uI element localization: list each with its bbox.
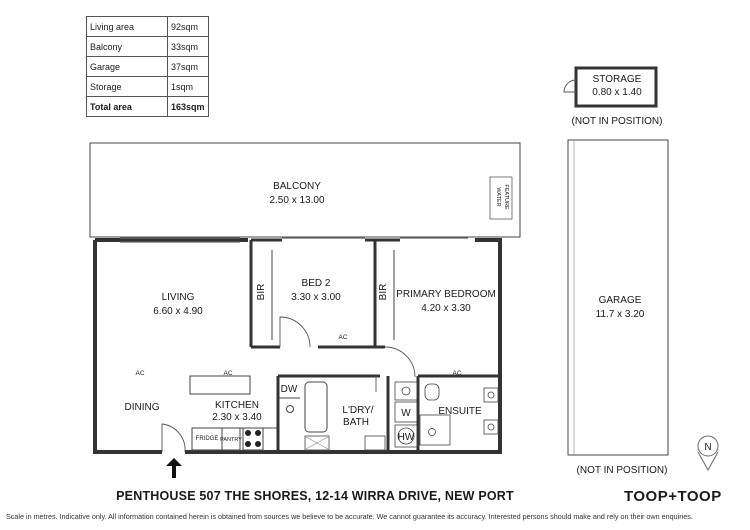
- ac-label-ensuite: AC: [452, 370, 462, 377]
- garage-note: (NOT IN POSITION): [576, 465, 668, 476]
- area-label: Balcony: [87, 37, 168, 57]
- kitchen-island: [190, 376, 250, 394]
- area-label: Garage: [87, 57, 168, 77]
- dining-name: DINING: [124, 402, 160, 413]
- area-label: Total area: [87, 97, 168, 117]
- water-feature-label-2: FEATURE: [503, 184, 509, 210]
- living-name: LIVING: [161, 292, 195, 303]
- kitchen-name: KITCHEN: [215, 400, 259, 411]
- living-dims: 6.60 x 4.90: [153, 306, 203, 317]
- storage-name: STORAGE: [592, 74, 642, 85]
- area-label: Storage: [87, 77, 168, 97]
- compass-label: N: [704, 442, 712, 453]
- area-value: 92sqm: [168, 17, 209, 37]
- exterior-walls: [95, 240, 500, 452]
- ac-label-living: AC: [135, 370, 145, 377]
- fridge-label: FRIDGE: [195, 436, 219, 442]
- interior-walls: [251, 240, 500, 452]
- laundry-name: L'DRY/: [342, 405, 374, 416]
- bed2-dims: 3.30 x 3.00: [291, 292, 341, 303]
- ac-label-kitchen: AC: [223, 370, 233, 377]
- bath-name: BATH: [343, 417, 369, 428]
- disclaimer-text: Scale in metres. Indicative only. All information contained herein is obtained from sources we believe to be accurate. We cannot guarantee its accuracy. Interested persons should make and rely on their own enquiries.: [6, 512, 693, 521]
- storage-dims: 0.80 x 1.40: [592, 87, 642, 98]
- ensuite-name: ENSUITE: [438, 406, 482, 417]
- entry-arrow-icon: [166, 458, 182, 478]
- bed2-name: BED 2: [301, 278, 331, 289]
- area-value: 37sqm: [168, 57, 209, 77]
- area-value: 1sqm: [168, 77, 209, 97]
- hot-water-label: HW: [397, 432, 415, 443]
- garage-dims: 11.7 x 3.20: [595, 309, 645, 320]
- bir-label-bed2: BIR: [256, 283, 267, 301]
- kitchen-dims: 2.30 x 3.40: [212, 412, 262, 423]
- primary-bedroom-name: PRIMARY BEDROOM: [396, 289, 496, 300]
- area-value: 163sqm: [168, 97, 209, 117]
- brand-logo: TOOP+TOOP: [624, 488, 722, 505]
- pantry-label: PANTRY: [220, 437, 242, 443]
- ac-label-bed2: AC: [338, 334, 348, 341]
- garage-name: GARAGE: [598, 295, 642, 306]
- area-value: 33sqm: [168, 37, 209, 57]
- washer-label: W: [401, 408, 411, 419]
- balcony-name: BALCONY: [273, 181, 321, 192]
- balcony-dims: 2.50 x 13.00: [269, 195, 325, 206]
- primary-bedroom-dims: 4.20 x 3.30: [421, 303, 471, 314]
- property-address: PENTHOUSE 507 THE SHORES, 12-14 WIRRA DRIVE, NEW PORT: [116, 489, 514, 503]
- bir-label-primary: BIR: [378, 283, 389, 301]
- dishwasher-label: DW: [280, 384, 298, 395]
- storage-note: (NOT IN POSITION): [571, 116, 663, 127]
- area-label: Living area: [87, 17, 168, 37]
- water-feature-label-1: WATER: [495, 187, 501, 207]
